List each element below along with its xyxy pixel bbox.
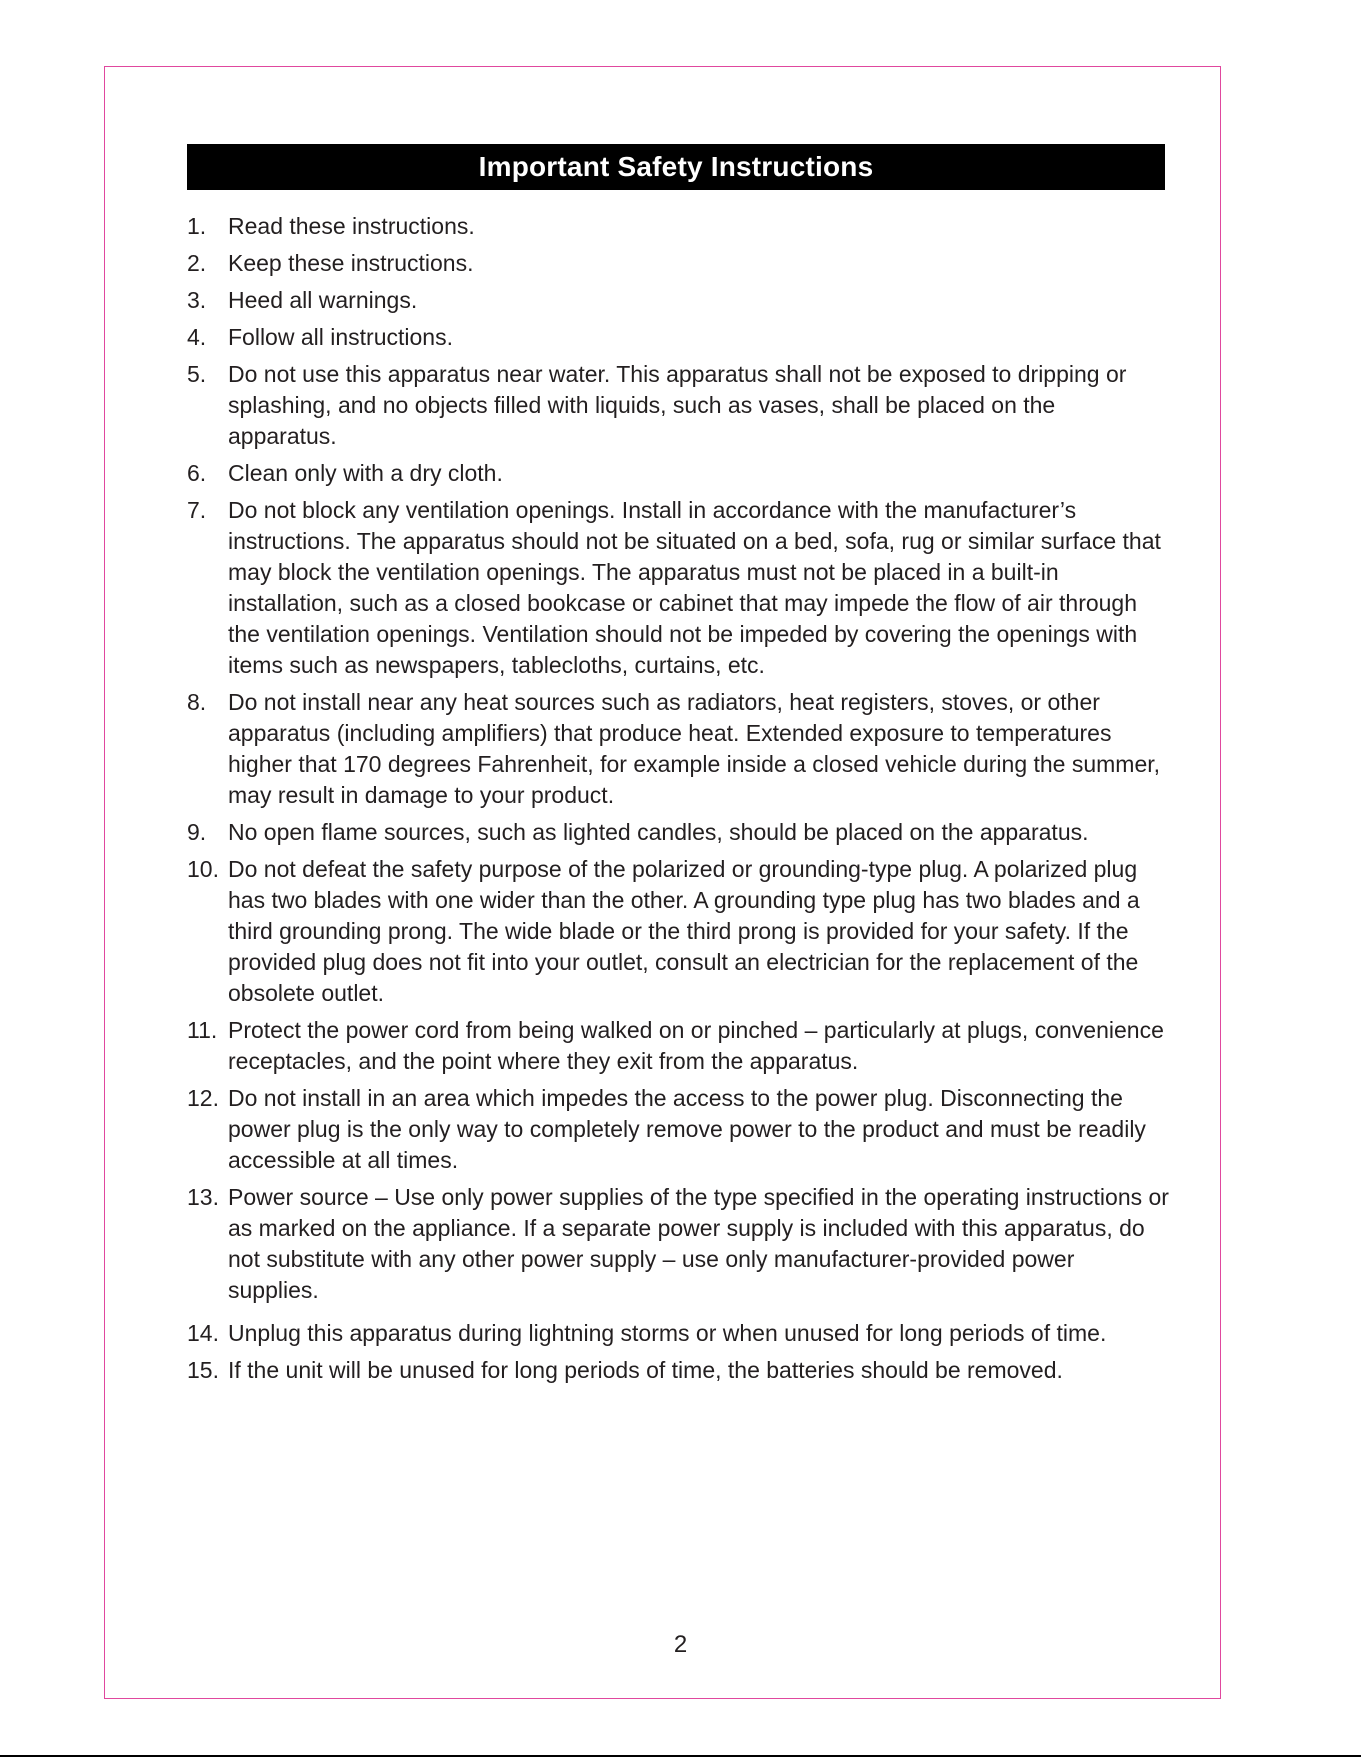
list-item <box>187 1355 1169 1386</box>
item-number: 8. <box>187 689 207 715</box>
item-number: 12. <box>187 1085 219 1111</box>
item-number: 5. <box>187 361 207 387</box>
item-text: Do not defeat the safety purpose of the polarized or grounding-type plug. A polarized plug has two blades with one wider than the other. A grounding type plug has two blades and a third grounding prong. The wide blade or the third prong is provided for your safety. If the provided plug does not fit into your outlet, consult an electrician for the replacement of the obsolete outlet. <box>228 856 1140 1006</box>
list-item <box>187 1182 1169 1306</box>
item-number: 10. <box>187 856 219 882</box>
item-number: 11. <box>187 1017 218 1043</box>
item-number: 1. <box>187 213 207 239</box>
item-text: If the unit will be unused for long periods of time, the batteries should be removed. <box>228 1357 1063 1383</box>
list-item <box>187 359 1169 452</box>
safety-instructions-list <box>187 211 1169 1392</box>
list-item <box>187 248 1169 279</box>
item-number: 15. <box>187 1357 219 1383</box>
item-text: Read these instructions. <box>228 213 475 239</box>
item-number: 14. <box>187 1320 219 1346</box>
list-item <box>187 1318 1169 1349</box>
item-number: 3. <box>187 287 207 313</box>
item-text: Do not block any ventilation openings. Install in accordance with the manufacturer’s instructions. The apparatus should not be situated on a bed, sofa, rug or similar surface that may block the ventilation openings. The apparatus must not be placed in a built-in installation, such as a closed bookcase or cabinet that may impede the flow of air through the ventilation openings. Ventilation should not be impeded by covering the openings with items such as newspapers, tablecloths, curtains, etc. <box>228 497 1161 678</box>
list-item <box>187 458 1169 489</box>
list-item <box>187 1083 1169 1176</box>
list-item <box>187 1015 1169 1077</box>
item-number: 7. <box>187 497 207 523</box>
bottom-divider <box>0 1755 1361 1757</box>
item-number: 2. <box>187 250 207 276</box>
item-text: Power source – Use only power supplies of the type specified in the operating instructions or as marked on the appliance. If a separate power supply is included with this apparatus, do not substitute with any other power supply – use only manufacturer-provided power supplies. <box>228 1184 1169 1303</box>
item-text: Do not install near any heat sources such as radiators, heat registers, stoves, or other apparatus (including amplifiers) that produce heat. Extended exposure to temperatures higher that 170 degrees Fahrenheit, for example inside a closed vehicle during the summer, may result in damage to your product. <box>228 689 1161 808</box>
list-item <box>187 495 1169 681</box>
item-number: 4. <box>187 324 207 350</box>
list-item <box>187 285 1169 316</box>
list-item <box>187 687 1169 811</box>
item-number: 13. <box>187 1184 219 1210</box>
item-text: Follow all instructions. <box>228 324 453 350</box>
item-text: Unplug this apparatus during lightning storms or when unused for long periods of time. <box>228 1320 1107 1346</box>
list-item <box>187 817 1169 848</box>
item-text: Do not use this apparatus near water. This apparatus shall not be exposed to dripping or splashing, and no objects filled with liquids, such as vases, shall be placed on the apparatus. <box>228 361 1127 449</box>
item-text: Clean only with a dry cloth. <box>228 460 503 486</box>
list-item <box>187 211 1169 242</box>
list-item <box>187 322 1169 353</box>
item-text: Protect the power cord from being walked on or pinched – particularly at plugs, convenience receptacles, and the point where they exit from the apparatus. <box>228 1017 1164 1074</box>
page-number: 2 <box>673 1631 688 1658</box>
item-text: Heed all warnings. <box>228 287 418 313</box>
item-text: Keep these instructions. <box>228 250 474 276</box>
item-number: 9. <box>187 819 207 845</box>
list-item <box>187 854 1169 1009</box>
item-text: Do not install in an area which impedes the access to the power plug. Disconnecting the power plug is the only way to completely remove power to the product and must be readily accessible at all times. <box>228 1085 1146 1173</box>
item-text: No open flame sources, such as lighted candles, should be placed on the apparatus. <box>228 819 1089 845</box>
item-number: 6. <box>187 460 207 486</box>
page-title: Important Safety Instructions <box>187 144 1165 190</box>
